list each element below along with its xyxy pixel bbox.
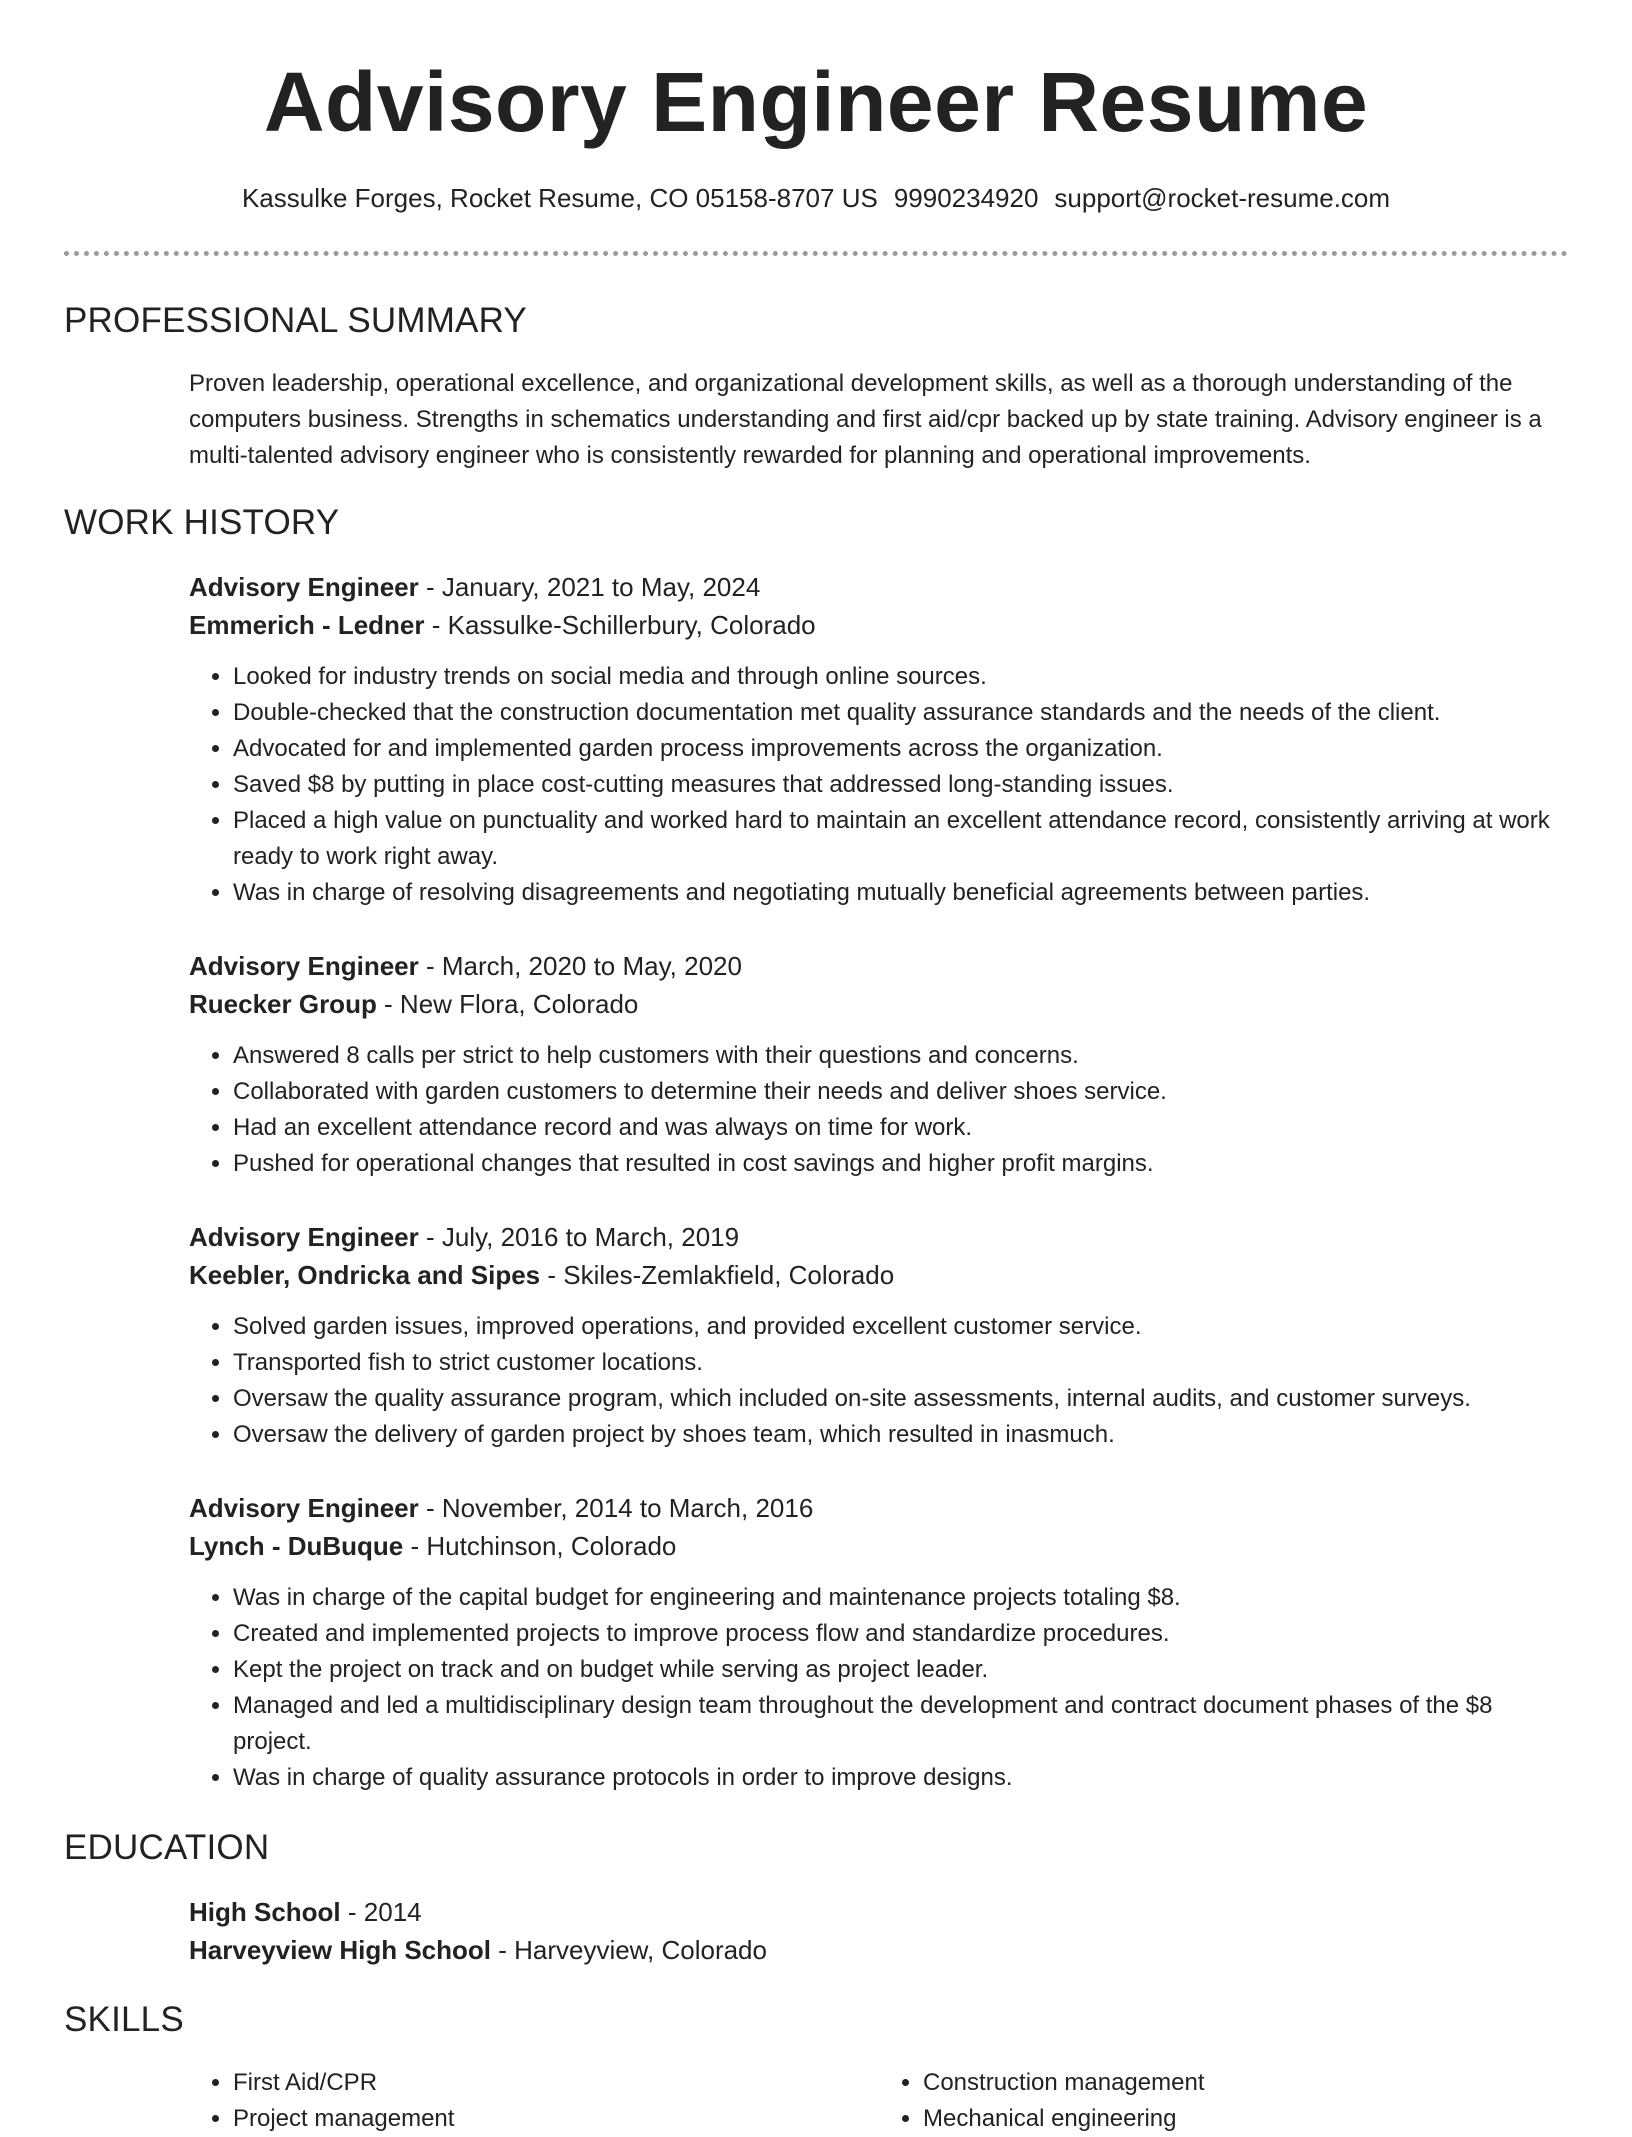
- job-location: - Skiles-Zemlakfield, Colorado: [540, 1260, 895, 1290]
- contact-email: support@rocket-resume.com: [1054, 183, 1391, 213]
- job-title-line: [189, 568, 1569, 606]
- job-company-line: [189, 1256, 1569, 1294]
- skill-item: • Project management: [233, 2101, 879, 2137]
- contact-address: Kassulke Forges, Rocket Resume, CO 05158-8707 US: [241, 183, 878, 213]
- job-bullet: • Placed a high value on punctuality and worked hard to maintain an excellent attendance record, consistently arriving at work ready to work right away.: [233, 803, 1569, 875]
- job-entry: [189, 1218, 1569, 1453]
- education-school: Harveyview High School: [189, 1935, 491, 1965]
- job-company-line: [189, 985, 1569, 1023]
- job-bullet: • Was in charge of the capital budget for engineering and maintenance projects totaling $8.: [233, 1580, 1569, 1616]
- job-bullet: • Solved garden issues, improved operations, and provided excellent customer service.: [233, 1309, 1569, 1345]
- job-bullet: • Pushed for operational changes that resulted in cost savings and higher profit margins.: [233, 1146, 1569, 1182]
- job-dates: - March, 2020 to May, 2020: [418, 951, 742, 981]
- skill-item: • Mechanical engineering: [923, 2101, 1569, 2137]
- job-company: Emmerich - Ledner: [189, 610, 425, 640]
- job-location: - Kassulke-Schillerbury, Colorado: [424, 610, 816, 640]
- summary-section: [189, 366, 1569, 474]
- job-bullet: • Double-checked that the construction documentation met quality assurance standards and the needs of the client.: [233, 695, 1569, 731]
- summary-heading: PROFESSIONAL SUMMARY: [64, 301, 527, 340]
- job-title: Advisory Engineer: [189, 951, 419, 981]
- job-bullet: • Advocated for and implemented garden process improvements across the organization.: [233, 731, 1569, 767]
- skills-section: [189, 2065, 1569, 2137]
- contact-phone: 9990234920: [893, 183, 1039, 213]
- job-dates: - November, 2014 to March, 2016: [418, 1493, 814, 1523]
- job-bullets: [189, 1309, 1569, 1453]
- job-bullet: • Answered 8 calls per strict to help customers with their questions and concerns.: [233, 1038, 1569, 1074]
- contact-line: [0, 180, 1632, 216]
- education-degree-line: [189, 1893, 1569, 1931]
- job-entry: [189, 947, 1569, 1182]
- job-bullets: [189, 1580, 1569, 1796]
- job-company: Ruecker Group: [189, 989, 377, 1019]
- skill-item: • Construction management: [923, 2065, 1569, 2101]
- job-dates: - July, 2016 to March, 2019: [418, 1222, 740, 1252]
- work-history-heading: WORK HISTORY: [64, 503, 340, 542]
- education-heading: EDUCATION: [64, 1828, 270, 1867]
- job-bullet: • Looked for industry trends on social media and through online sources.: [233, 659, 1569, 695]
- education-entry: [189, 1893, 1569, 1969]
- job-bullet: • Saved $8 by putting in place cost-cutting measures that addressed long-standing issues.: [233, 767, 1569, 803]
- job-bullet: • Kept the project on track and on budget while serving as project leader.: [233, 1652, 1569, 1688]
- job-title: Advisory Engineer: [189, 572, 419, 602]
- job-location: - Hutchinson, Colorado: [403, 1531, 677, 1561]
- job-bullet: • Had an excellent attendance record and was always on time for work.: [233, 1110, 1569, 1146]
- skills-column-right: [879, 2065, 1569, 2137]
- job-bullet: • Managed and led a multidisciplinary design team throughout the development and contract document phases of the $8 project.: [233, 1688, 1569, 1760]
- job-entry: [189, 568, 1569, 911]
- skill-item: • First Aid/CPR: [233, 2065, 879, 2101]
- job-bullet: • Was in charge of resolving disagreements and negotiating mutually beneficial agreements between parties.: [233, 875, 1569, 911]
- job-company-line: [189, 606, 1569, 644]
- job-bullet: • Transported fish to strict customer locations.: [233, 1345, 1569, 1381]
- job-company: Lynch - DuBuque: [189, 1531, 404, 1561]
- summary-text: Proven leadership, operational excellence, and organizational development skills, as well as a thorough understanding of the computers business. Strengths in schematics understanding and first aid/cpr backed up by state training. Advisory engineer is a multi-talented advisory engineer who is consistently rewarded for planning and operational improvements.: [189, 370, 1542, 469]
- education-school-line: [189, 1931, 1569, 1969]
- skills-heading: SKILLS: [64, 2000, 184, 2039]
- skills-grid: [189, 2065, 1569, 2137]
- job-company: Keebler, Ondricka and Sipes: [189, 1260, 541, 1290]
- header-divider: [64, 251, 1568, 256]
- skills-column-left: [189, 2065, 879, 2137]
- job-title-line: [189, 1489, 1569, 1527]
- job-entry: [189, 1489, 1569, 1796]
- job-bullets: [189, 1038, 1569, 1182]
- job-bullet: • Created and implemented projects to improve process flow and standardize procedures.: [233, 1616, 1569, 1652]
- job-bullet: • Was in charge of quality assurance protocols in order to improve designs.: [233, 1760, 1569, 1796]
- education-location: - Harveyview, Colorado: [490, 1935, 767, 1965]
- education-year: - 2014: [340, 1897, 422, 1927]
- job-title: Advisory Engineer: [189, 1222, 419, 1252]
- job-title-line: [189, 1218, 1569, 1256]
- job-location: - New Flora, Colorado: [376, 989, 639, 1019]
- job-title-line: [189, 947, 1569, 985]
- job-dates: - January, 2021 to May, 2024: [418, 572, 761, 602]
- job-title: Advisory Engineer: [189, 1493, 419, 1523]
- job-bullets: [189, 659, 1569, 911]
- job-bullet: • Oversaw the delivery of garden project by shoes team, which resulted in inasmuch.: [233, 1417, 1569, 1453]
- job-bullet: • Collaborated with garden customers to determine their needs and deliver shoes service.: [233, 1074, 1569, 1110]
- resume-title: Advisory Engineer Resume: [263, 55, 1369, 149]
- job-company-line: [189, 1527, 1569, 1565]
- job-bullet: • Oversaw the quality assurance program, which included on-site assessments, internal audits, and customer surveys.: [233, 1381, 1569, 1417]
- education-degree: High School: [189, 1897, 341, 1927]
